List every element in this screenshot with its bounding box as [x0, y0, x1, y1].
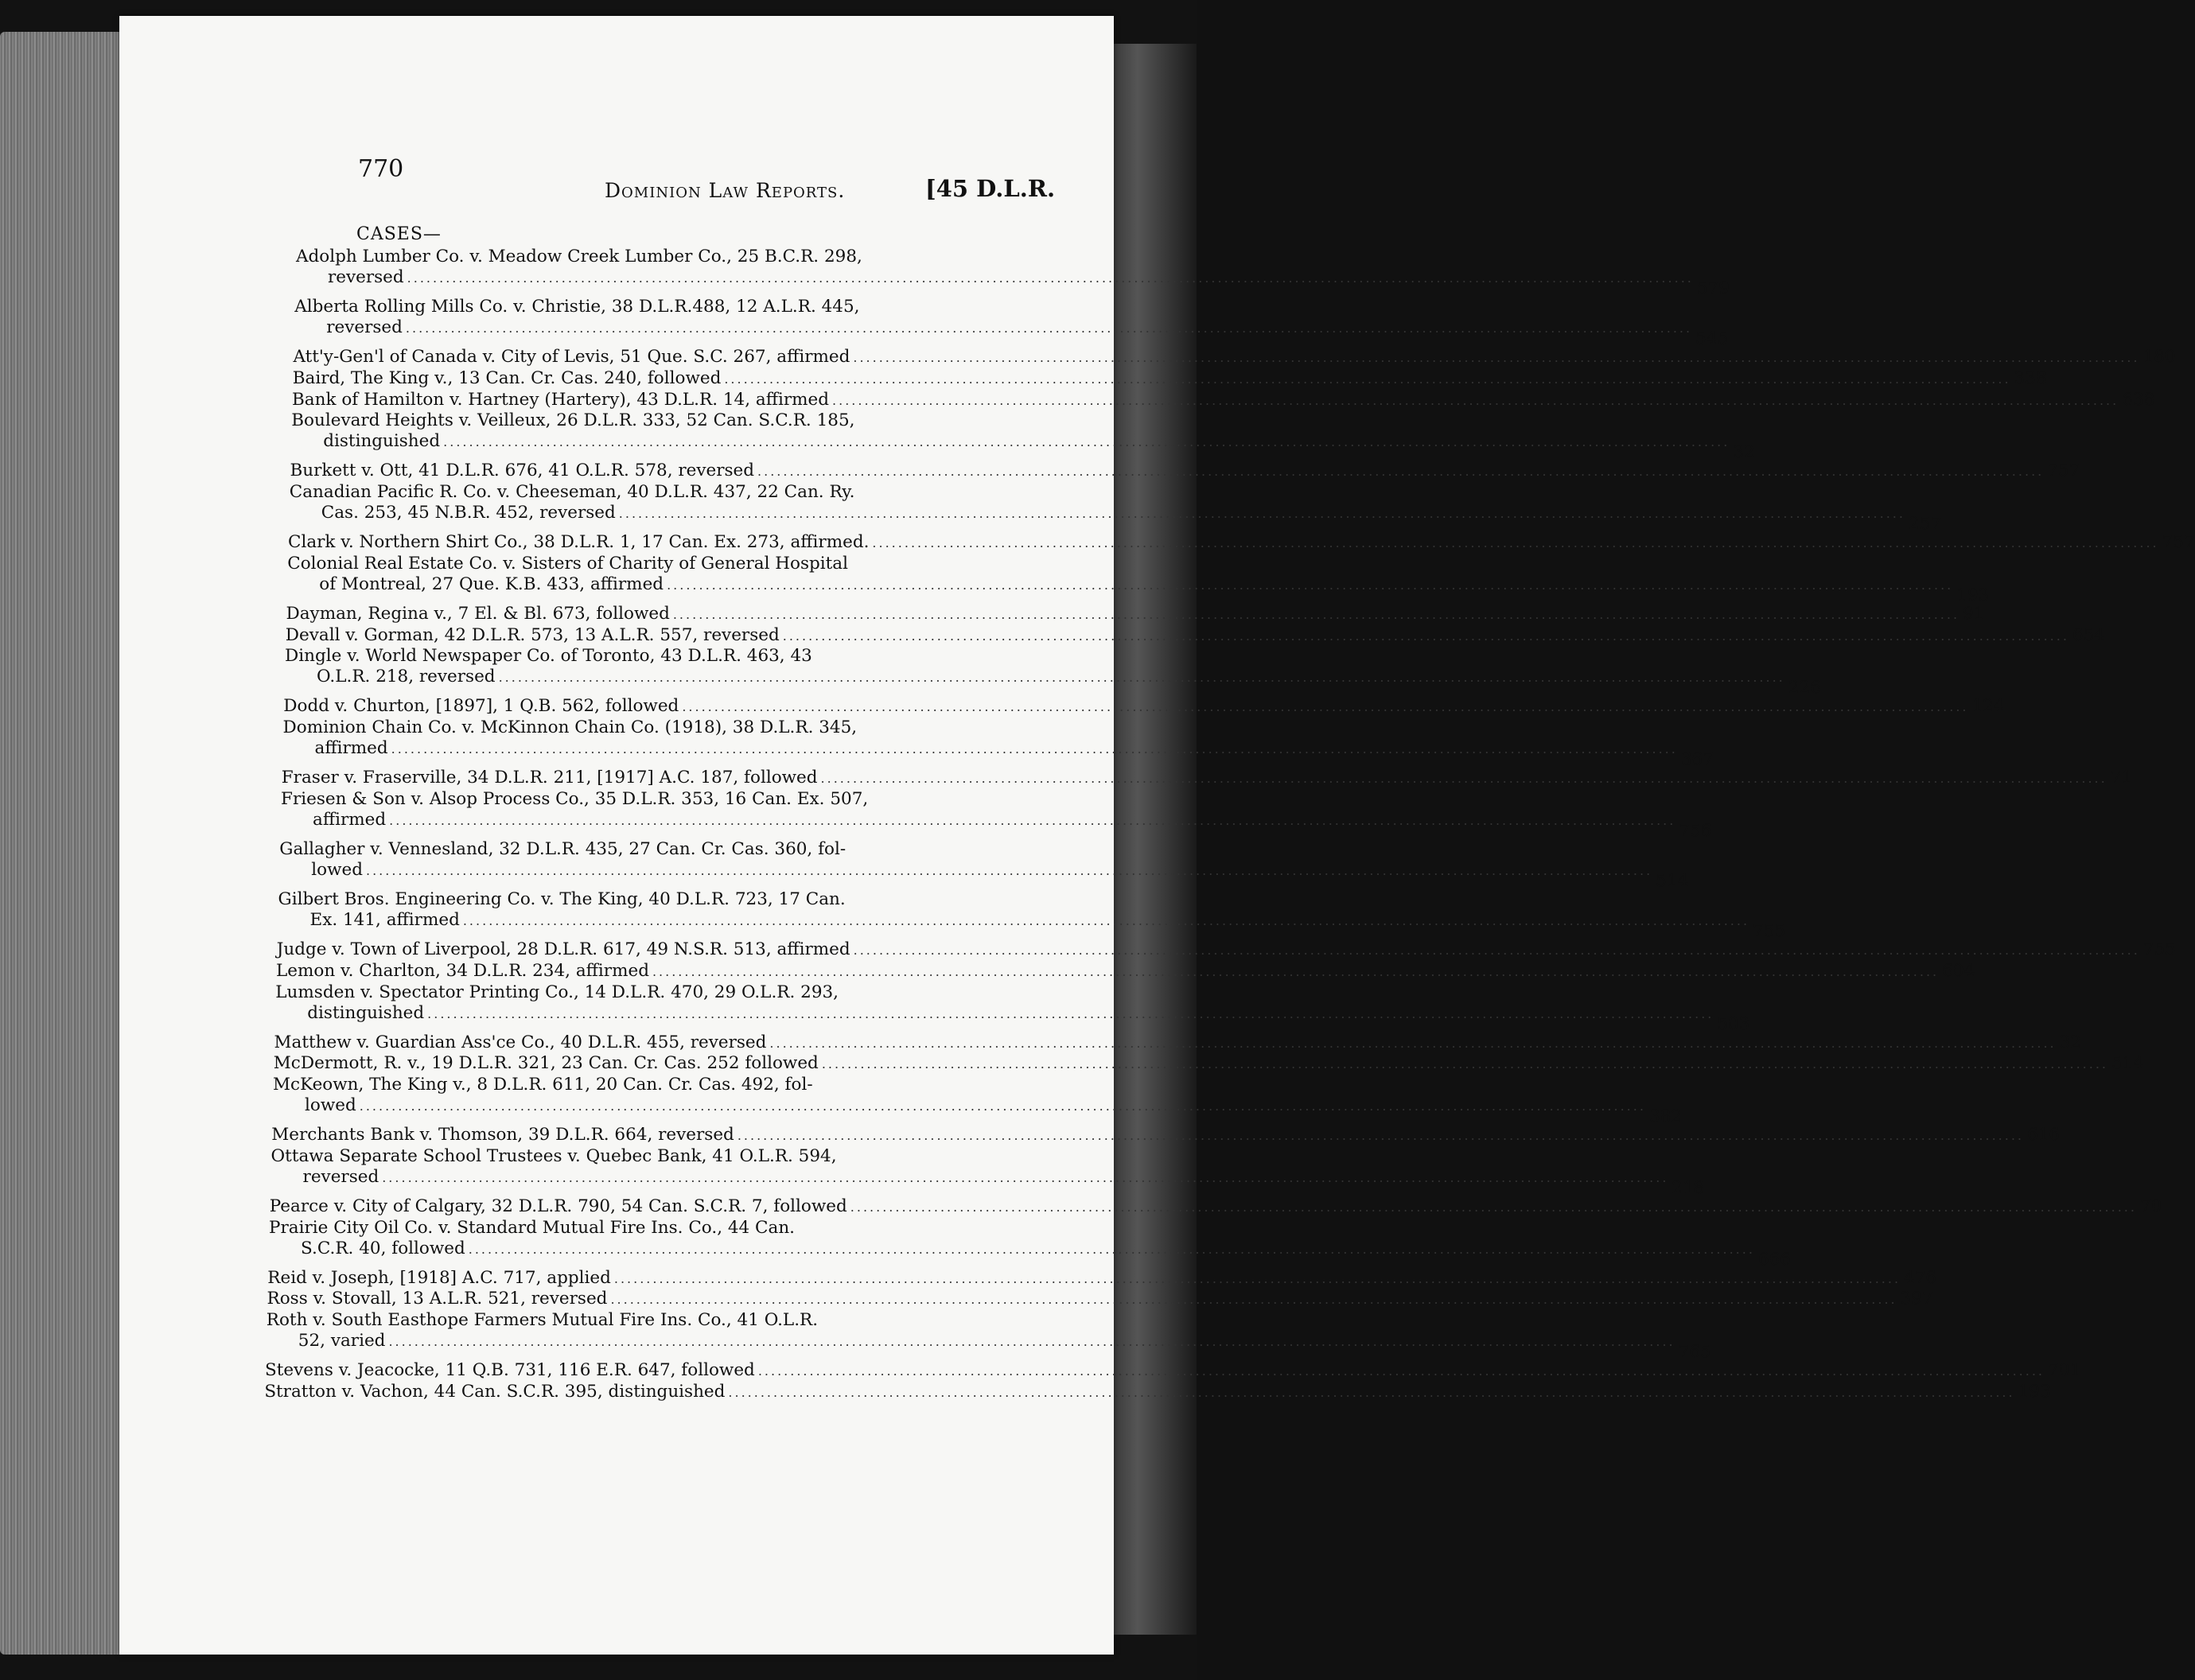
leader-dots: ........................................................................................................................................................................................................ [682, 699, 1969, 715]
leader-dots: ........................................................................................................................................................................................................ [728, 1384, 2015, 1400]
case-citation-continued: of Montreal, 27 Que. K.B. 433, affirmed [319, 574, 664, 594]
volume-reference: [45 D.L.R. [925, 175, 1056, 202]
running-title: Dominion Law Reports. [605, 179, 846, 202]
case-line [293, 347, 2176, 368]
case-citation: Dodd v. Churton, [1897], 1 Q.B. 562, followed [283, 696, 679, 717]
case-continuation [271, 1166, 1705, 1198]
case-line [286, 604, 1985, 625]
page-reference: 476 [1904, 1267, 1937, 1288]
case-continuation [281, 809, 1712, 841]
case-citation: Reid v. Joseph, [1918] A.C. 717, applied [267, 1267, 611, 1288]
page-reference: 32 [1733, 442, 1755, 463]
case-entry [287, 553, 1990, 605]
page-reference: 757 [2162, 532, 2195, 553]
leader-dots: ........................................................................................................................................................................................................ [782, 628, 2069, 644]
page-reference: 654 [2072, 624, 2105, 645]
case-line [267, 1289, 1933, 1310]
case-line [292, 368, 2047, 390]
leader-dots: ........................................................................................................................................................................................................ [757, 464, 2045, 480]
leader-dots: ........................................................................................................................................................................................................ [769, 1035, 2057, 1051]
case-citation: Gallagher v. Vennesland, 32 D.L.R. 435, 27 Can. Cr. Cas. 360, fol- [279, 839, 846, 859]
case-citation: Bank of Hamilton v. Hartney (Hartery), 43 D.L.R. 14, affirmed [292, 389, 830, 410]
case-citation: Fraser v. Fraserville, 34 D.L.R. 211, [1917] A.C. 187, followed [281, 768, 818, 788]
case-continuation [279, 860, 1689, 891]
case-citation: Pearce v. City of Calgary, 32 D.L.R. 790, 54 Can. S.C.R. 7, followed [269, 1196, 847, 1216]
leader-dots: ........................................................................................................................................................................................................ [652, 964, 1940, 979]
case-entry [296, 247, 1730, 298]
case-line [265, 1360, 2081, 1382]
page-reference: 616 [2027, 1125, 2061, 1145]
page-reference: 338 [2014, 368, 2047, 388]
leader-dots: ........................................................................................................................................................................................................ [443, 434, 1730, 450]
case-citation: Prairie City Oil Co. v. Standard Mutual Fire Ins. Co., 44 Can. [269, 1217, 796, 1238]
leader-dots: ........................................................................................................................................................................................................ [407, 270, 1694, 286]
leader-dots: ........................................................................................................................................................................................................ [872, 535, 2159, 551]
page-reference: 755 [1753, 921, 1786, 942]
case-citation-continued: affirmed [314, 738, 388, 758]
leader-dots: ........................................................................................................................................................................................................ [757, 1363, 2045, 1379]
case-citation: McDermott, R. v., 19 D.L.R. 321, 23 Can. Cr. Cas. 252 followed [273, 1053, 819, 1074]
page-reference: 757 [2047, 461, 2080, 481]
leader-dots: ........................................................................................................................................................................................................ [820, 771, 2107, 787]
case-line [283, 696, 2005, 718]
page-reference: 604 [1942, 961, 1975, 981]
case-line [290, 461, 2080, 482]
case-continuation [291, 431, 1755, 463]
page-number: 770 [358, 155, 404, 183]
case-citation: Canadian Pacific R. Co. v. Cheeseman, 40 D.L.R. 437, 22 Can. Ry. [289, 482, 855, 502]
page-reference: 545 [1695, 329, 1729, 349]
case-citation: Lumsden v. Spectator Printing Co., 14 D.L.R. 470, 29 O.L.R. 293, [275, 982, 839, 1002]
case-entry [265, 1360, 2081, 1382]
case-citation: Gilbert Bros. Engineering Co. v. The King, 40 D.L.R. 723, 17 Can. [278, 889, 846, 910]
case-citation: Dominion Chain Co. v. McKinnon Chain Co. (1918), 38 D.L.R. 345, [282, 718, 858, 737]
page-reference: 70 [2139, 1196, 2162, 1216]
page-reference: 367 [1680, 749, 1714, 769]
case-citation-continued: reversed [328, 267, 404, 287]
case-line [269, 1196, 2162, 1218]
case-entry [267, 1267, 1937, 1289]
page-reference: 503 [1717, 1013, 1750, 1034]
case-continuation [278, 910, 1786, 942]
leader-dots: ........................................................................................................................................................................................................ [382, 1169, 1669, 1185]
case-continuation [275, 1002, 1750, 1034]
page-reference: 193 [1956, 585, 1990, 605]
case-citation: Dayman, Regina v., 7 El. & Bl. 673, followed [286, 604, 670, 624]
page-reference: 193 [2018, 1381, 2051, 1402]
case-line [274, 1032, 2081, 1054]
case-entry [273, 1075, 1682, 1126]
case-entry [289, 482, 1942, 534]
case-line [288, 532, 2195, 554]
leader-dots: ........................................................................................................................................................................................................ [853, 350, 2140, 366]
case-entry [276, 939, 2176, 961]
page-reference: 226 [1788, 678, 1821, 698]
case-entry [271, 1125, 2061, 1146]
leader-dots: ........................................................................................................................................................................................................ [850, 1200, 2137, 1215]
case-entry [292, 368, 2047, 390]
case-line [273, 1053, 2145, 1075]
case-citation: Friesen & Son v. Alsop Process Co., 35 D.L.R. 353, 16 Can. Ex. 507, [281, 788, 869, 809]
case-line [276, 939, 2176, 961]
case-line [285, 624, 2105, 647]
page-reference: 765 [1678, 1342, 1711, 1362]
case-entry [290, 461, 2080, 482]
leader-dots: ........................................................................................................................................................................................................ [391, 741, 1678, 756]
page-reference: 756 [1679, 820, 1712, 841]
case-entry [291, 410, 1755, 463]
case-citation: Devall v. Gorman, 42 D.L.R. 573, 13 A.L.R. 557, reversed [285, 624, 780, 645]
case-citation: Clark v. Northern Shirt Co., 38 D.L.R. 1, 17 Can. Ex. 273, affirmed. [288, 532, 870, 553]
page-reference: 579 [1696, 278, 1730, 298]
case-line [281, 768, 2133, 789]
leader-dots: ........................................................................................................................................................................................................ [365, 863, 1653, 878]
case-entry [281, 788, 1712, 841]
case-citation-continued: distinguished [307, 1002, 425, 1023]
case-line [271, 1125, 2061, 1146]
case-citation-continued: S.C.R. 40, followed [301, 1238, 465, 1258]
case-citation-continued: reversed [302, 1166, 379, 1187]
case-citation-continued: lowed [305, 1095, 356, 1115]
case-entry [288, 532, 2195, 554]
case-entry [286, 604, 1985, 625]
case-entry [281, 768, 2133, 789]
case-entry [276, 961, 1975, 982]
case-citation-continued: O.L.R. 218, reversed [317, 667, 496, 687]
book-page [119, 16, 2195, 1655]
case-entry [283, 696, 2005, 718]
case-citation: Adolph Lumber Co. v. Meadow Creek Lumber Co., 25 B.C.R. 298, [296, 247, 862, 266]
case-citation-continued: Ex. 141, affirmed [309, 910, 460, 931]
case-citation: Att'y-Gen'l of Canada v. City of Levis, 51 Que. S.C. 267, affirmed [293, 347, 850, 368]
case-citation: Ottawa Separate School Trustees v. Quebec Bank, 41 O.L.R. 594, [270, 1145, 837, 1166]
page-reference: 218 [1672, 1177, 1705, 1198]
case-citation: Ross v. Stovall, 13 A.L.R. 521, reversed [267, 1289, 608, 1309]
case-citation-continued: affirmed [313, 809, 387, 830]
leader-dots: ........................................................................................................................................................................................................ [853, 943, 2140, 959]
case-citation-continued: 52, varied [298, 1331, 386, 1351]
case-continuation [294, 317, 1729, 349]
case-citation: Colonial Real Estate Co. v. Sisters of Charity of General Hospital [287, 553, 848, 574]
case-entry [269, 1196, 2162, 1218]
case-citation: Baird, The King v., 13 Can. Cr. Cas. 240, followed [292, 368, 722, 388]
case-entry [285, 624, 2105, 647]
case-continuation [290, 503, 1942, 534]
page-reference: 514 [1656, 871, 1689, 891]
page-reference: 666 [1757, 1249, 1791, 1270]
leader-dots: ........................................................................................................................................................................................................ [427, 1005, 1714, 1021]
page-reference: 124 [1971, 696, 2005, 717]
leader-dots: ........................................................................................................................................................................................................ [821, 1056, 2109, 1072]
leader-dots: ........................................................................................................................................................................................................ [405, 321, 1693, 336]
leader-dots: ........................................................................................................................................................................................................ [618, 506, 1905, 521]
case-continuation [287, 574, 1990, 605]
case-citation: Lemon v. Charlton, 34 D.L.R. 234, affirmed [276, 961, 649, 981]
case-citation: McKeown, The King v., 8 D.L.R. 611, 20 Can. Cr. Cas. 492, fol- [273, 1075, 813, 1095]
case-entry [267, 1289, 1933, 1310]
case-entry [293, 347, 2176, 368]
page-reference: 514 [2111, 1053, 2145, 1074]
case-citation: Dingle v. World Newspaper Co. of Toronto, 43 D.L.R. 463, 43 [285, 646, 812, 667]
case-line [264, 1381, 2051, 1403]
page-reference: 71 [2110, 768, 2133, 788]
case-entry [292, 389, 2155, 411]
case-entry [273, 1053, 2145, 1075]
page-reference: 701 [2048, 1360, 2081, 1381]
leader-dots: ........................................................................................................................................................................................................ [724, 371, 2011, 387]
leader-dots: ........................................................................................................................................................................................................ [462, 913, 1750, 929]
case-citation: Merchants Bank v. Thomson, 39 D.L.R. 664, reversed [271, 1125, 734, 1145]
leader-dots: ........................................................................................................................................................................................................ [737, 1128, 2024, 1144]
page-reference: 91 [1963, 604, 1985, 624]
page-reference: 382 [1648, 1106, 1682, 1126]
case-continuation [283, 738, 1714, 769]
case-entry [279, 839, 1689, 891]
page-reference: 755 [2142, 939, 2176, 960]
page-reference: 257 [1908, 514, 1942, 534]
case-citation-continued: lowed [311, 860, 363, 880]
leader-dots: ........................................................................................................................................................................................................ [667, 577, 1954, 593]
case-citation: Alberta Rolling Mills Co. v. Christie, 38 D.L.R.488, 12 A.L.R. 445, [294, 297, 860, 317]
case-continuation [296, 267, 1730, 298]
case-citation: Roth v. South Easthope Farmers Mutual Fire Ins. Co., 41 O.L.R. [266, 1310, 819, 1330]
case-continuation [285, 667, 1821, 698]
case-entry [264, 1381, 2051, 1403]
leader-dots: ........................................................................................................................................................................................................ [389, 812, 1676, 828]
case-line [276, 961, 1975, 982]
page-reference: 32 [2059, 1032, 2081, 1052]
case-citation: Boulevard Heights v. Veilleux, 26 D.L.R. 333, 52 Can. S.C.R. 185, [291, 410, 855, 431]
case-citation: Stevens v. Jeacocke, 11 Q.B. 731, 116 E.R. 647, followed [265, 1360, 755, 1381]
leader-dots: ........................................................................................................................................................................................................ [613, 1270, 1901, 1286]
case-citation-continued: Cas. 253, 45 N.B.R. 452, reversed [321, 503, 616, 523]
leader-dots: ........................................................................................................................................................................................................ [468, 1241, 1755, 1257]
case-citation-continued: distinguished [323, 431, 441, 452]
case-entry [275, 982, 1750, 1034]
leader-dots: ........................................................................................................................................................................................................ [498, 670, 1785, 686]
leader-dots: ........................................................................................................................................................................................................ [359, 1099, 1646, 1114]
case-citation: Stratton v. Vachon, 44 Can. S.C.R. 395, distinguished [264, 1381, 726, 1402]
page-reference: 180 [2142, 347, 2176, 368]
leader-dots: ........................................................................................................................................................................................................ [610, 1292, 1897, 1308]
case-entry [278, 889, 1786, 942]
leader-dots: ........................................................................................................................................................................................................ [832, 392, 2119, 408]
case-continuation [267, 1331, 1711, 1362]
leader-dots: ........................................................................................................................................................................................................ [672, 607, 1960, 622]
leader-dots: ........................................................................................................................................................................................................ [388, 1334, 1675, 1349]
page-reference: 638 [2122, 389, 2155, 410]
case-entry [274, 1032, 2081, 1054]
case-citation: Burkett v. Ott, 41 D.L.R. 676, 41 O.L.R. 578, reversed [290, 461, 755, 481]
case-continuation [269, 1238, 1791, 1270]
case-line [267, 1267, 1937, 1289]
case-continuation [273, 1095, 1682, 1126]
case-entry [269, 1217, 1791, 1270]
case-entry [282, 718, 1714, 769]
case-citation: Judge v. Town of Liverpool, 28 D.L.R. 617, 49 N.S.R. 513, affirmed [276, 939, 850, 960]
case-line [292, 389, 2155, 411]
case-citation: Matthew v. Guardian Ass'ce Co., 40 D.L.R. 455, reversed [274, 1032, 767, 1052]
case-entry [266, 1310, 1711, 1362]
case-entry [294, 297, 1729, 349]
case-entry [285, 646, 1821, 698]
case-citation-continued: reversed [326, 317, 403, 338]
section-heading: CASES— [356, 224, 442, 244]
page-reference: 397 [1900, 1289, 1933, 1309]
case-entry [270, 1145, 1705, 1198]
